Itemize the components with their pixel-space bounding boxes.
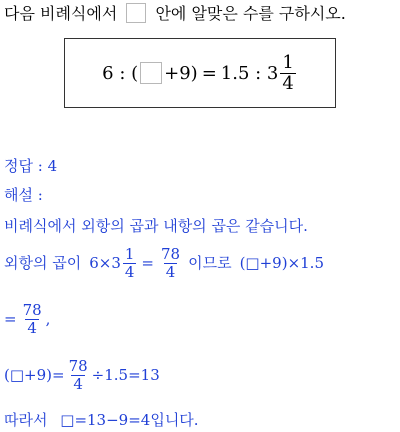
eq-fraction	[280, 53, 295, 94]
line2-frac1	[123, 246, 137, 280]
eq-frac-num: 1	[282, 51, 294, 73]
line2-tail: (□+9)×1.5	[239, 254, 324, 272]
answer-blank-icon	[140, 62, 162, 84]
question-before: 다음 비례식에서	[4, 4, 118, 23]
answer-line: 정답 : 4	[4, 157, 58, 175]
line2-frac1-num: 1	[124, 245, 135, 263]
explanation-label: 해설 :	[4, 186, 43, 204]
proportion-equation	[65, 39, 335, 107]
eq-rhs: 1.5 : 3	[220, 62, 279, 84]
explanation-line-4	[4, 358, 160, 392]
line2-text: 외항의 곱이	[4, 254, 82, 272]
line2-expr-a: 6×3	[89, 254, 121, 272]
line4-frac-den: 4	[73, 374, 83, 393]
question-after: 안에 알맞은 수를 구하시오.	[155, 4, 346, 23]
explanation-line-1: 비례식에서 외항의 곱과 내항의 곱은 같습니다.	[4, 217, 308, 235]
line5-expr: □=13−9=4	[60, 411, 151, 429]
line4-frac-num: 78	[68, 357, 88, 375]
line3-eq: =	[4, 310, 17, 328]
line4-end: ÷1.5=13	[91, 366, 160, 384]
eq-equals: =	[201, 62, 217, 84]
line2-frac1-den: 4	[124, 262, 135, 281]
blank-box-icon	[126, 3, 146, 23]
line4-start: (□+9)=	[4, 366, 65, 384]
explanation-line-2	[4, 246, 324, 280]
line4-frac	[67, 358, 90, 392]
line5-text: 따라서	[4, 411, 48, 429]
eq-lhs-start: 6 : (	[102, 62, 139, 84]
line3-frac	[21, 302, 44, 336]
line2-frac2-num: 78	[161, 245, 181, 263]
problem-box	[64, 38, 336, 108]
line2-eq: =	[141, 254, 154, 272]
eq-lhs-end: +9)	[164, 62, 198, 84]
line3-frac-den: 4	[27, 318, 37, 337]
line3-frac-num: 78	[22, 301, 42, 319]
question-text	[4, 3, 346, 25]
explanation-line-5	[4, 410, 199, 430]
line2-frac2	[159, 246, 182, 280]
explanation-line-3	[4, 302, 50, 336]
line5-suffix: 입니다.	[150, 411, 199, 429]
line2-suffix: 이므로	[188, 254, 232, 272]
line3-comma: ,	[45, 310, 51, 328]
eq-frac-den: 4	[282, 72, 294, 94]
line2-frac2-den: 4	[165, 262, 176, 281]
